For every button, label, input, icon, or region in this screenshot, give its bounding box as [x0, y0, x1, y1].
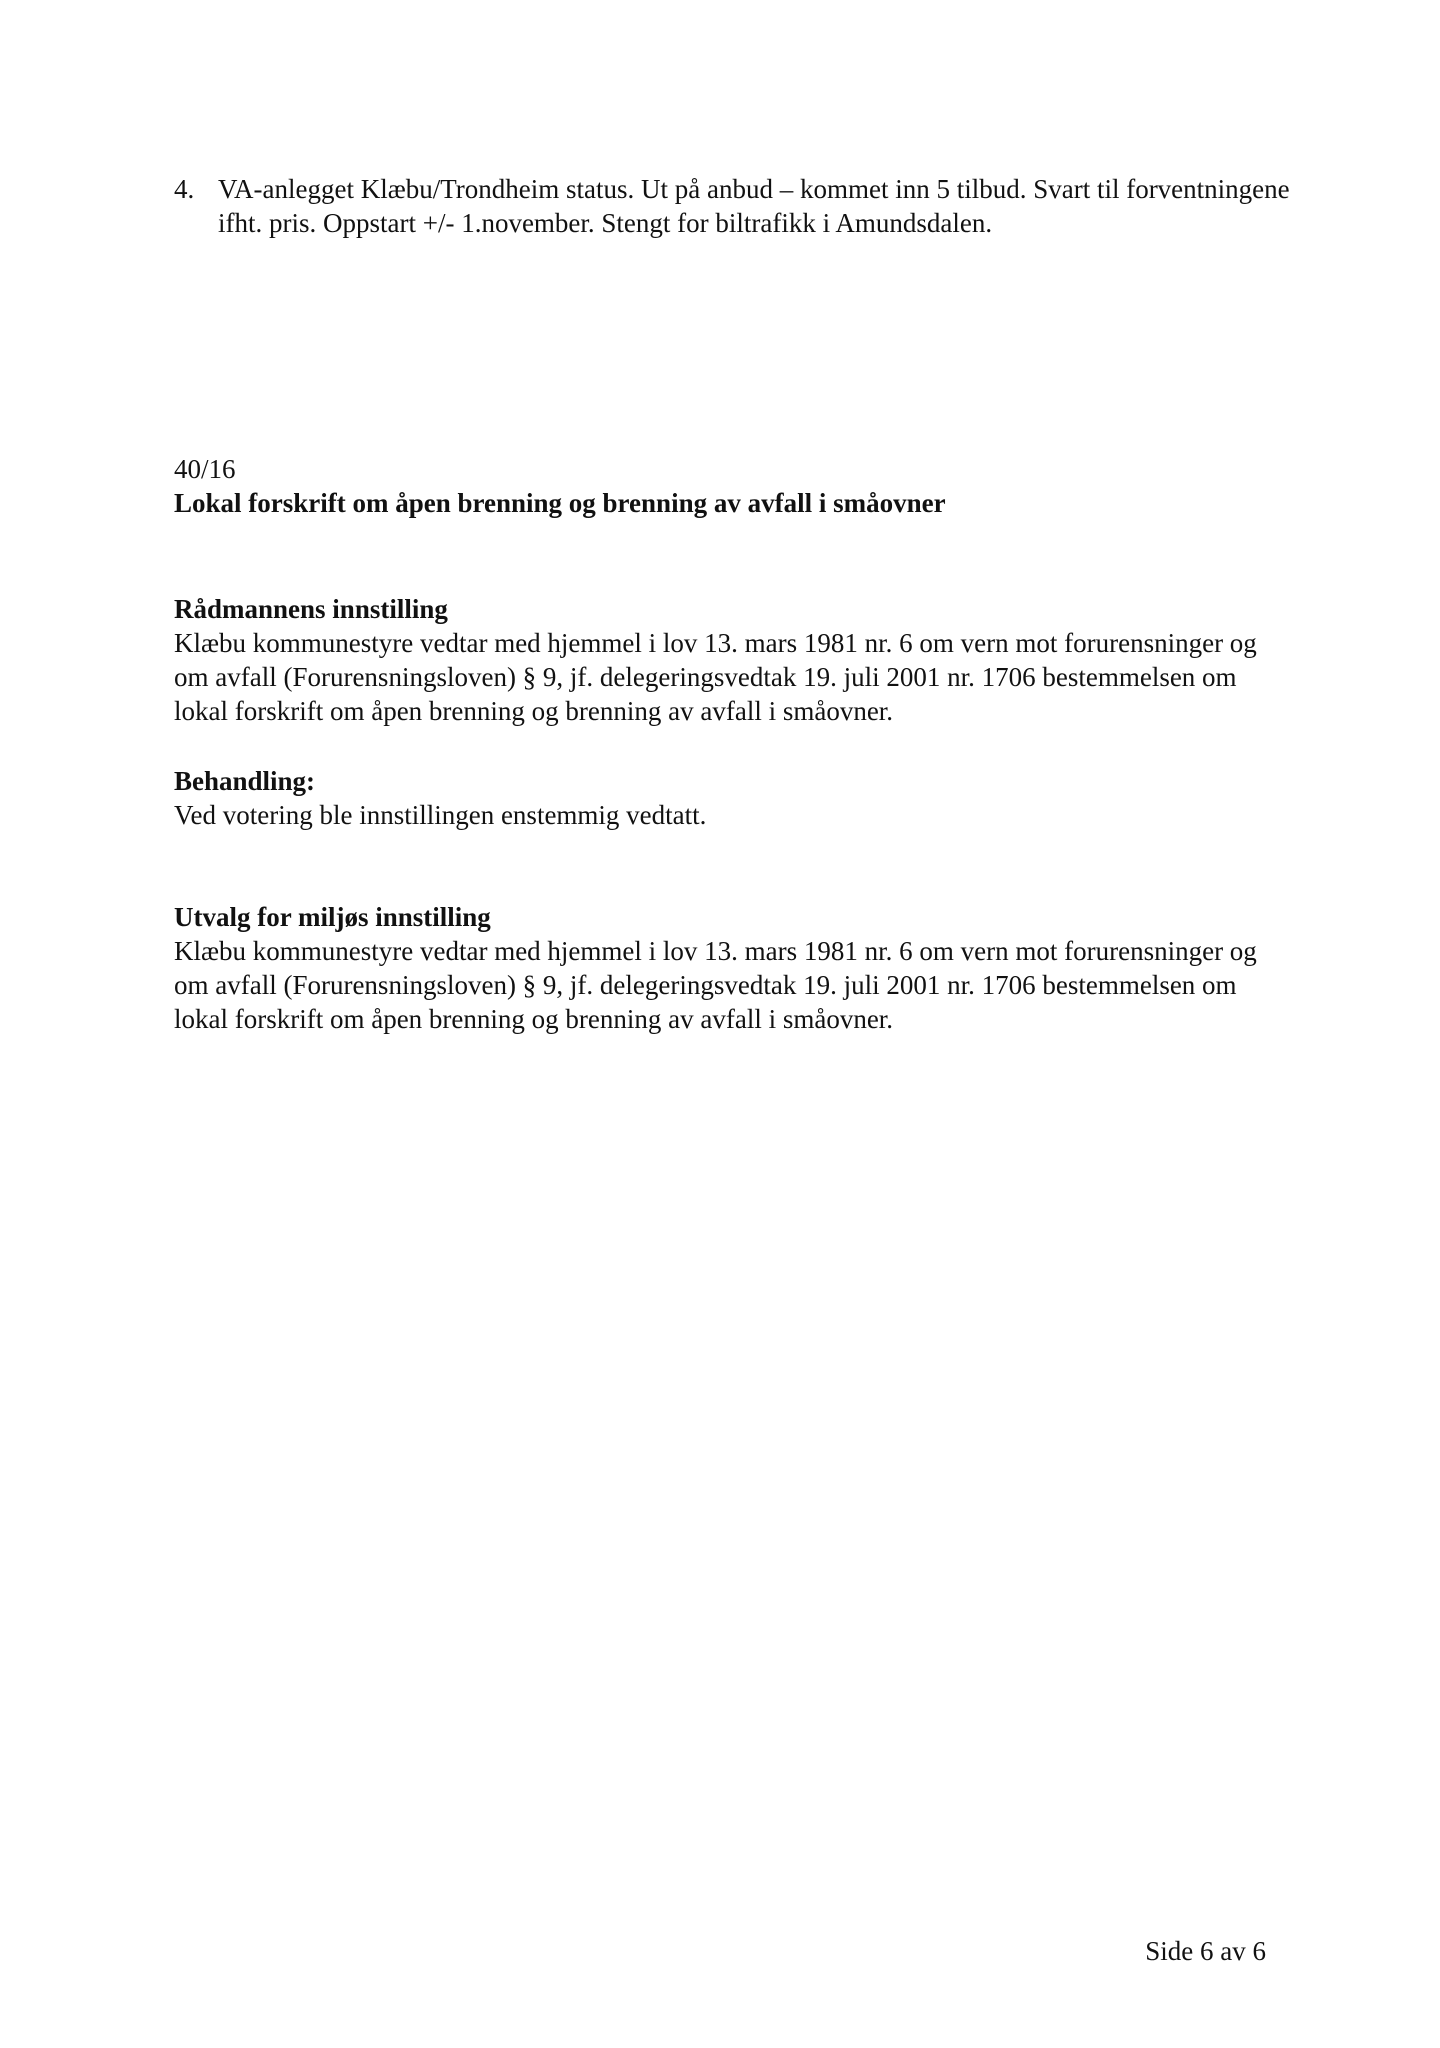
recommendation-heading: Rådmannens innstilling [174, 594, 448, 624]
list-item-4 [174, 172, 1324, 240]
case-number: 40/16 [174, 454, 236, 484]
committee-heading: Utvalg for miljøs innstilling [174, 902, 491, 932]
recommendation-body: Klæbu kommunestyre vedtar med hjemmel i lov 13. mars 1981 nr. 6 om vern mot forurensninger og om avfall (Forurensningsloven) § 9, jf. delegeringsvedtak 19. juli 2001 nr. 1706 bestemmelsen om lokal forskrift om åpen brenning og brenning av avfall i småovner. [174, 628, 1257, 726]
treatment-body: Ved votering ble innstillingen enstemmig vedtatt. [174, 800, 707, 830]
case-title: Lokal forskrift om åpen brenning og brenning av avfall i småovner [174, 488, 946, 518]
list-item-number: 4. [174, 174, 195, 204]
treatment-heading: Behandling: [174, 766, 316, 796]
list-item-text: VA-anlegget Klæbu/Trondheim status. Ut på anbud – kommet inn 5 tilbud. Svart til forventningene ifht. pris. Oppstart +/- 1.november. Stengt for biltrafikk i Amundsdalen. [218, 174, 1290, 238]
committee-body: Klæbu kommunestyre vedtar med hjemmel i lov 13. mars 1981 nr. 6 om vern mot forurensninger og om avfall (Forurensningsloven) § 9, jf. delegeringsvedtak 19. juli 2001 nr. 1706 bestemmelsen om lokal forskrift om åpen brenning og brenning av avfall i småovner. [174, 936, 1257, 1034]
page-number: Side 6 av 6 [1145, 1936, 1266, 1966]
